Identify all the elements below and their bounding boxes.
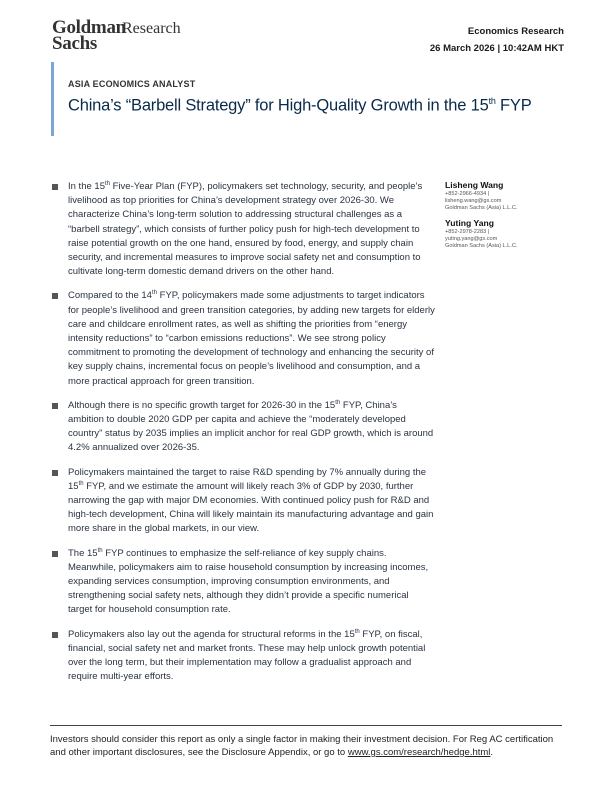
author-email[interactable]: lisheng.wang@gs.com <box>445 198 502 204</box>
bullet-square-icon <box>52 403 58 409</box>
author-phone: +852-2978-2283 | <box>445 229 490 235</box>
author-email[interactable]: yuting.yang@gs.com <box>445 236 498 242</box>
title-accent-bar <box>51 62 54 136</box>
disclosure-footer: Investors should consider this report as only a single factor in making their investment decision. For Reg AC certification and other important disclosures, see the Disclosure Appendix, or go to www.gs.com/research/hedge.html. <box>50 734 554 758</box>
report-datetime: 26 March 2026 | 10:42AM HKT <box>429 43 564 54</box>
author-list <box>445 180 565 256</box>
bullet-point: Compared to the 14th FYP, policymakers made some adjustments to target indicators for people’s livelihood and green transition categories, by adding new targets for elderly care and childcare enrollment rates, as well as shifting the priorities from “energy intensity reductions” to “carbon emissions reductions”. We see strong policy commitment to promoting the development of technology and enhancing the security of key supply chains, incremental focus on people’s livelihood and consumption, and a more practical approach for green transition. <box>50 289 435 388</box>
bullet-square-icon <box>52 293 58 299</box>
author-name: Lisheng Wang <box>445 180 504 190</box>
logo-wordmark: Goldman Sachs <box>52 17 126 54</box>
report-title: China’s “Barbell Strategy” for High-Quality Growth in the 15th FYP <box>68 96 532 115</box>
bullet-point: Although there is no specific growth target for 2026-30 in the 15th FYP, China’s ambition to double 2020 GDP per capita and achieve the “moderately developed country” status by 2035 implies an implicit anchor for real GDP growth, which is around 4.2% annualized over 2026-35. <box>50 399 435 456</box>
bullet-point: In the 15th Five-Year Plan (FYP), policymakers set technology, security, and people’s livelihood as top priorities for China’s development strategy over 2026-30. We characterize China’s long-term solution to addressing structural challenges as a “barbell strategy”, which consists of further policy push for high-tech development to raise potential growth on the one hand, ensured by food, energy, and supply chain security, and incremental measures to improve social safety net and consumption to cultivate long-term domestic demand drivers on the other hand. <box>50 180 435 279</box>
report-category: Economics Research <box>467 26 564 37</box>
author-firm: Goldman Sachs (Asia) L.L.C. <box>445 205 518 211</box>
bullet-square-icon <box>52 184 58 190</box>
bullet-square-icon <box>52 470 58 476</box>
author-firm: Goldman Sachs (Asia) L.L.C. <box>445 243 518 249</box>
footer-divider <box>50 725 562 726</box>
bullet-square-icon <box>52 551 58 557</box>
author-phone: +852-2966-4934 | <box>445 191 490 197</box>
report-header-meta <box>430 23 564 57</box>
key-points-list <box>50 180 435 695</box>
bullet-point: Policymakers also lay out the agenda for structural reforms in the 15th FYP, on fiscal, financial, social safety net and market fronts. These may help unlock growth potential over the long term, but their implementation may follow a gradualist approach and require multi-year efforts. <box>50 628 435 685</box>
bullet-square-icon <box>52 632 58 638</box>
author-name: Yuting Yang <box>445 218 495 228</box>
author-card <box>445 180 565 212</box>
bullet-point: The 15th FYP continues to emphasize the self-reliance of key supply chains. Meanwhile, policymakers aim to raise household consumption by increasing incomes, expanding services consumption, improving consumption environments, and strengthening social safety nets, although they didn’t provide a specific numerical target for household consumption rate. <box>50 547 435 618</box>
goldman-sachs-logo <box>52 17 181 54</box>
logo-research-label: Research <box>122 20 181 37</box>
disclosure-link[interactable]: www.gs.com/research/hedge.html <box>347 747 491 758</box>
author-card <box>445 218 565 250</box>
section-label: ASIA ECONOMICS ANALYST <box>68 79 196 89</box>
bullet-point: Policymakers maintained the target to raise R&D spending by 7% annually during the 15th FYP, and we estimate the amount will likely reach 3% of GDP by 2030, further narrowing the gap with major DM economies. With continued policy push for R&D and high-tech development, China will likely maintain its manufacturing advantage and gain more share in the global markets, in our view. <box>50 466 435 537</box>
